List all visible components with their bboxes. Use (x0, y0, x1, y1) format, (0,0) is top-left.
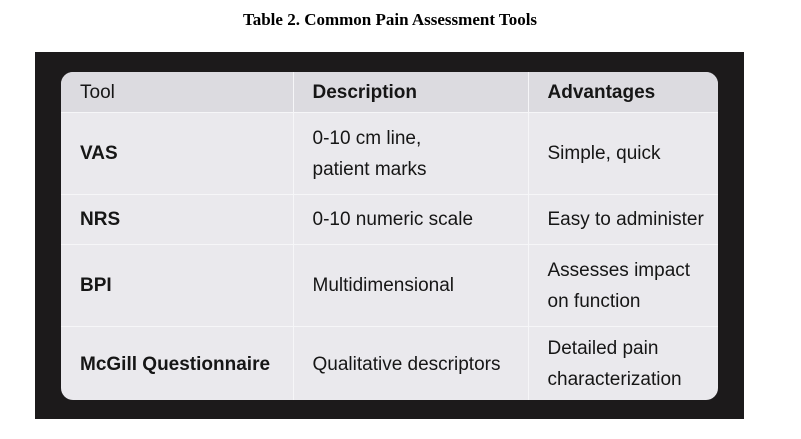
cell-description: Multidimensional (293, 245, 528, 327)
pain-tools-table-card (61, 72, 718, 400)
header-advantages: Advantages (528, 72, 718, 113)
table-caption: Table 2. Common Pain Assessment Tools (242, 10, 538, 29)
cell-tool: BPI (61, 245, 293, 327)
cell-tool: McGill Questionnaire (61, 327, 293, 401)
table-header-row (61, 72, 718, 113)
cell-advantages: Assesses impact on function (528, 245, 718, 327)
cell-tool: VAS (61, 113, 293, 195)
table-row (61, 195, 718, 245)
header-tool: Tool (61, 72, 293, 113)
cell-description: Qualitative descriptors (293, 327, 528, 401)
table-row (61, 113, 718, 195)
header-description: Description (293, 72, 528, 113)
cell-tool: NRS (61, 195, 293, 245)
table-image-panel (35, 52, 744, 419)
cell-advantages: Simple, quick (528, 113, 718, 195)
cell-description: 0-10 cm line, patient marks (293, 113, 528, 195)
table-row (61, 327, 718, 401)
pain-assessment-table (61, 72, 718, 400)
cell-description: 0-10 numeric scale (293, 195, 528, 245)
cell-advantages: Detailed pain characterization (528, 327, 718, 401)
cell-advantages: Easy to administer (528, 195, 718, 245)
table-row (61, 245, 718, 327)
